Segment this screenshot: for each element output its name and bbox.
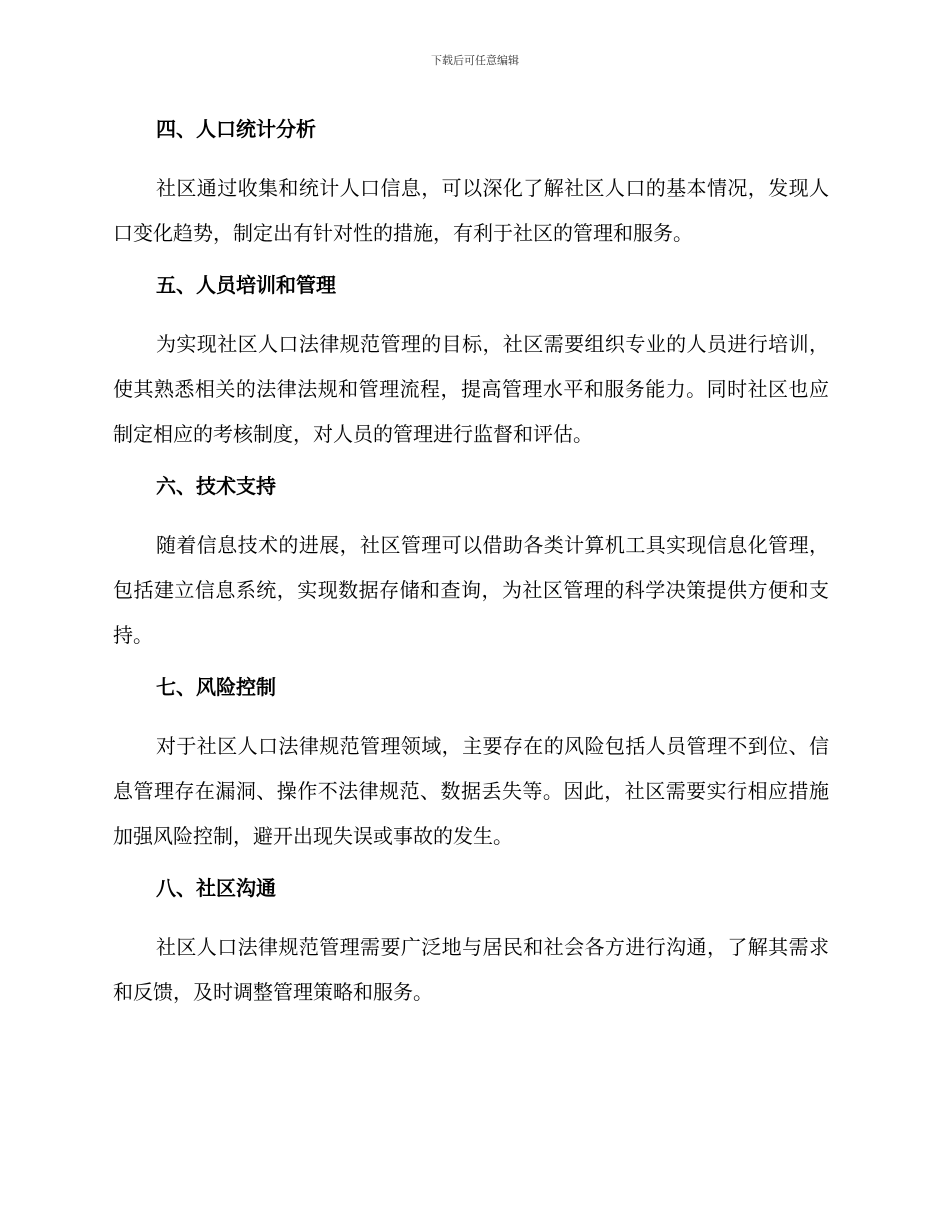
section-paragraph: 为实现社区人口法律规范管理的目标，社区需要组织专业的人员进行培训，使其熟悉相关的法律法规和管理流程，提高管理水平和服务能力。同时社区也应制定相应的考核制度，对人员的管理进行监督和评估。 <box>113 332 829 446</box>
section-paragraph: 随着信息技术的进展，社区管理可以借助各类计算机工具实现信息化管理，包括建立信息系统，实现数据存储和查询，为社区管理的科学决策提供方便和支持。 <box>113 533 829 647</box>
section-community-communication <box>113 872 829 1015</box>
section-paragraph: 社区人口法律规范管理需要广泛地与居民和社会各方进行沟通，了解其需求和反馈，及时调整管理策略和服务。 <box>113 935 829 1004</box>
section-paragraph: 对于社区人口法律规范管理领域，主要存在的风险包括人员管理不到位、信息管理存在漏洞、操作不法律规范、数据丢失等。因此，社区需要实行相应措施加强风险控制，避开出现失误或事故的发生。 <box>113 734 829 848</box>
section-staff-training <box>113 269 829 457</box>
section-heading: 六、技术支持 <box>156 474 276 498</box>
section-heading: 八、社区沟通 <box>156 876 276 900</box>
section-heading: 四、人口统计分析 <box>156 117 316 141</box>
section-population-statistics <box>113 113 829 256</box>
section-risk-control <box>113 671 829 859</box>
section-heading: 七、风险控制 <box>156 675 276 699</box>
document-body <box>113 113 829 1028</box>
section-technical-support <box>113 470 829 658</box>
section-heading: 五、人员培训和管理 <box>156 273 336 297</box>
page-header: 下载后可任意编辑 <box>431 54 519 67</box>
section-paragraph: 社区通过收集和统计人口信息，可以深化了解社区人口的基本情况，发现人口变化趋势，制定出有针对性的措施，有利于社区的管理和服务。 <box>113 176 829 245</box>
